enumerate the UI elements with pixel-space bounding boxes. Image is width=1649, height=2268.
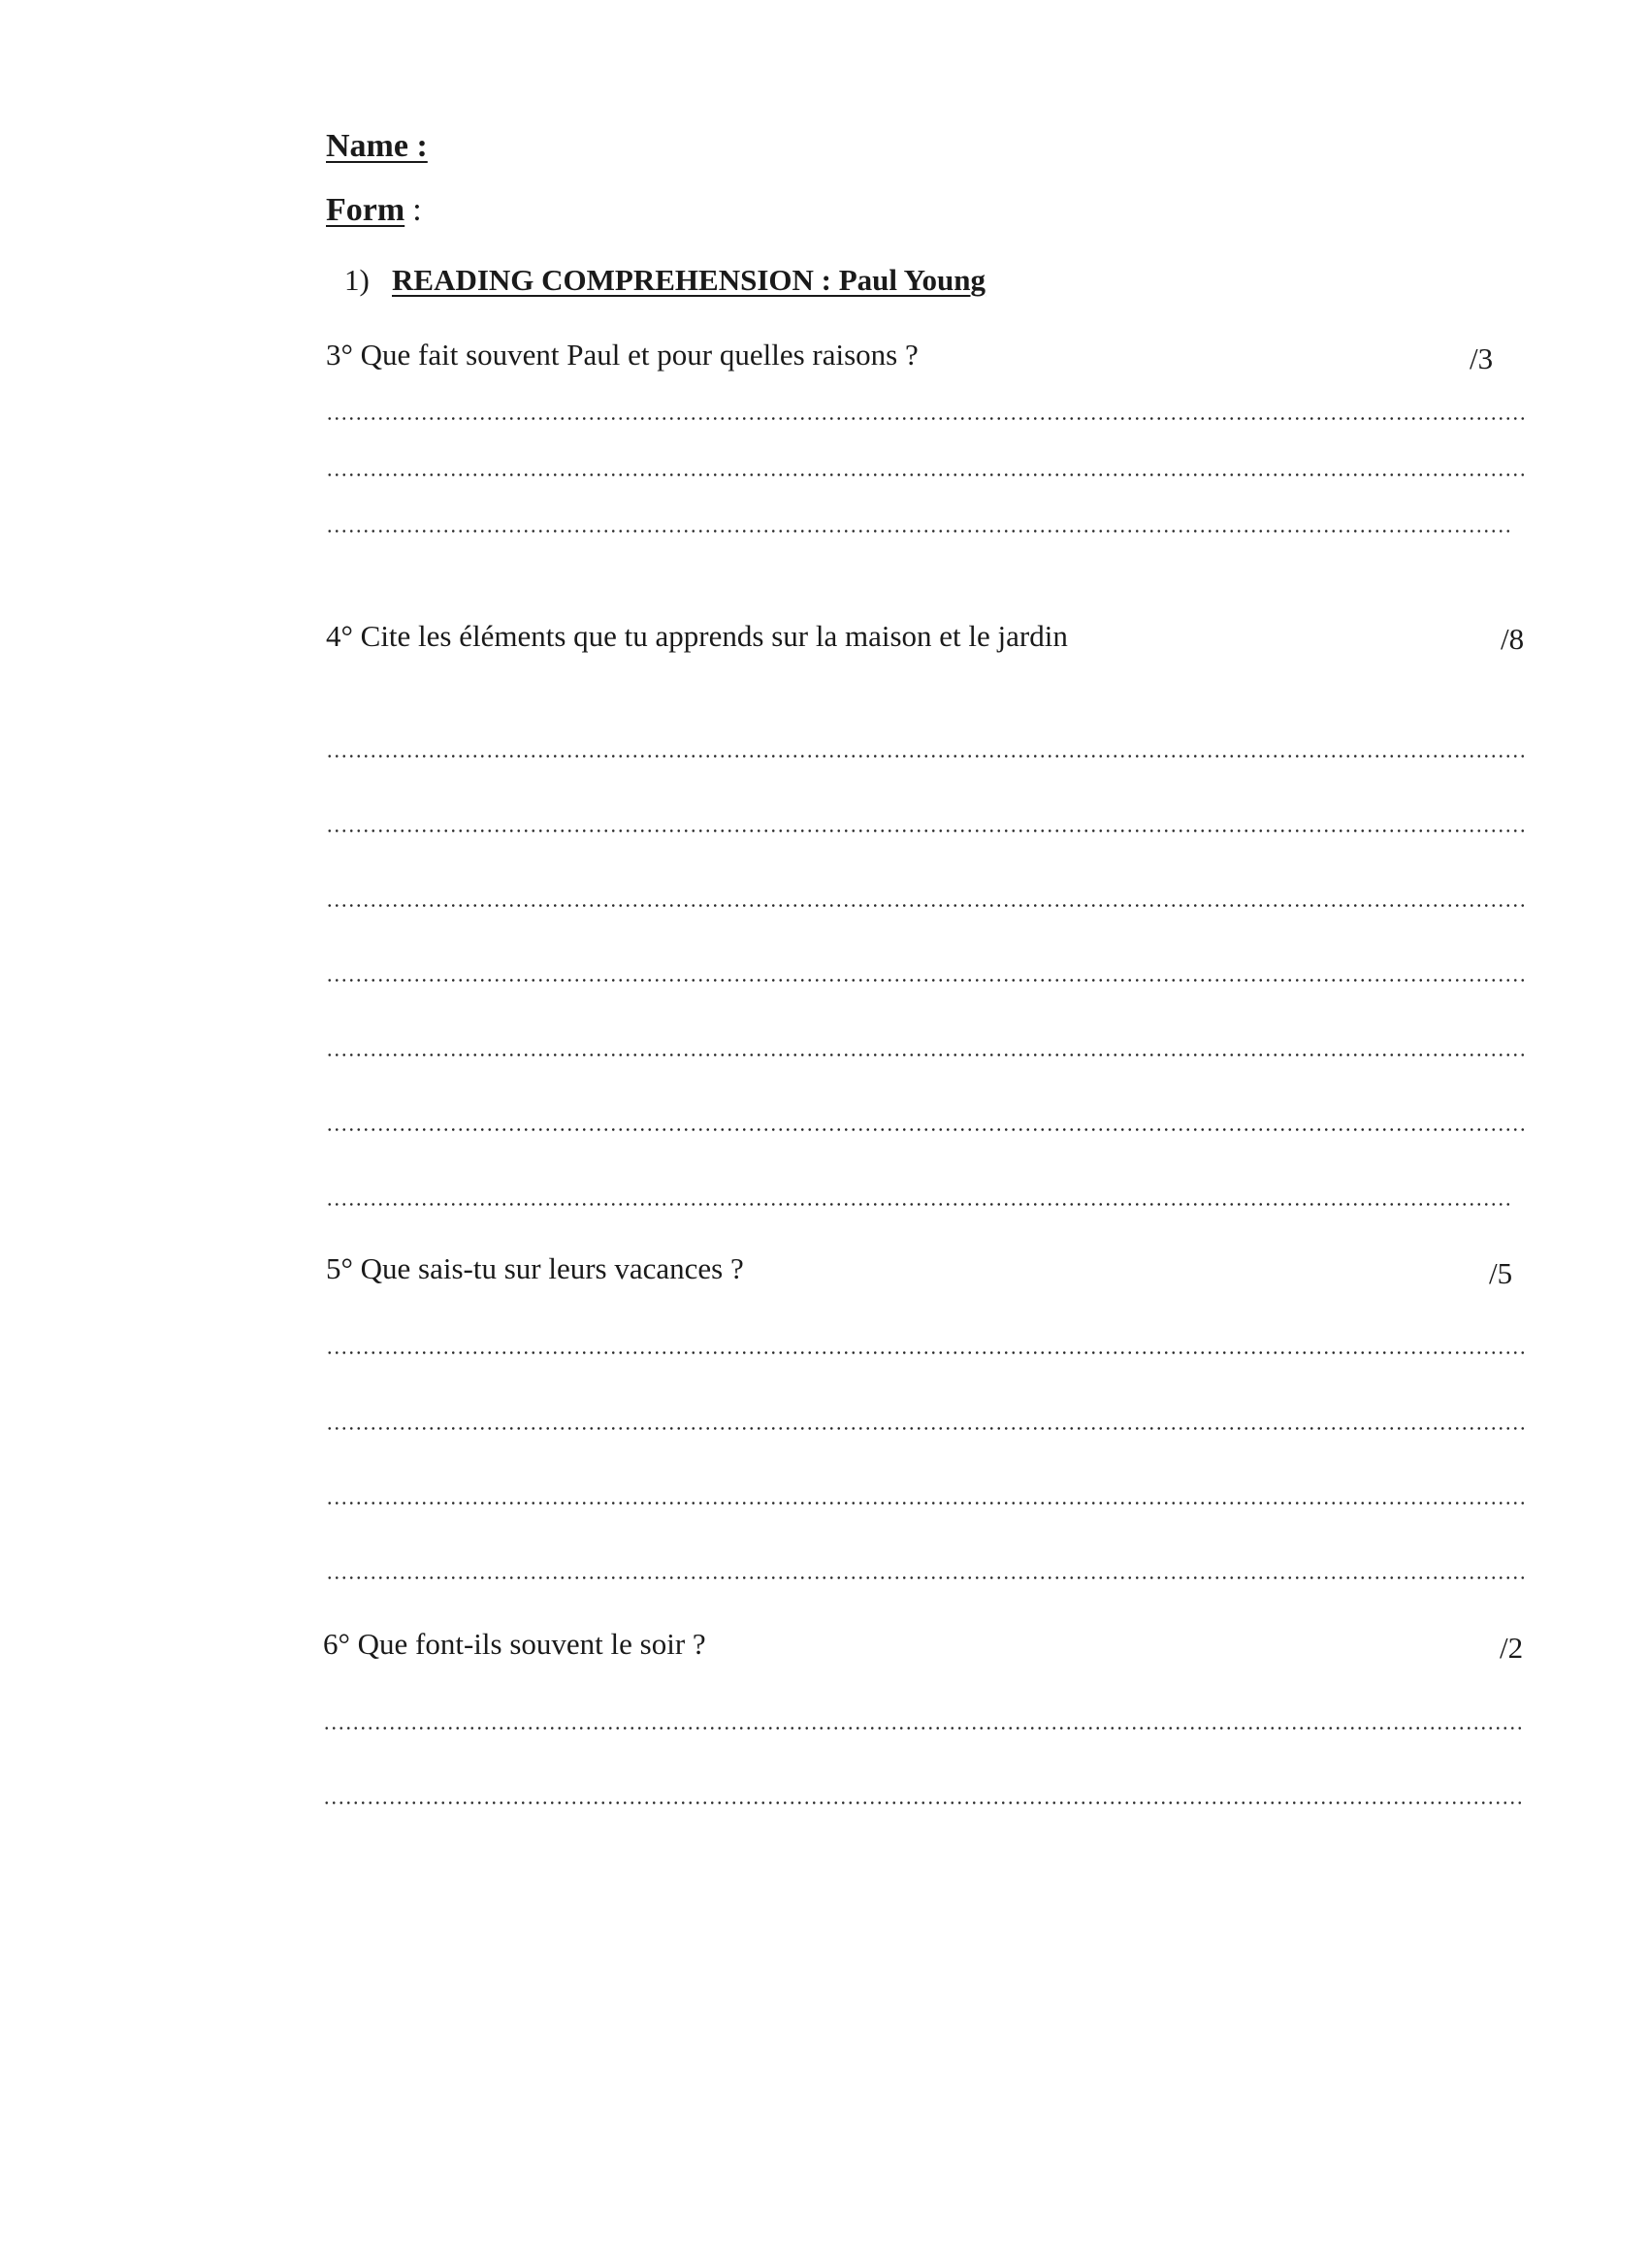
answer-line — [326, 829, 1527, 832]
answer-line — [326, 1427, 1527, 1430]
question-4-score: /8 — [1501, 622, 1525, 656]
answer-line — [326, 1053, 1527, 1056]
form-label: Form — [326, 192, 405, 228]
answer-line — [326, 904, 1527, 907]
question-3-score: /3 — [1470, 341, 1494, 375]
name-label: Name : — [326, 128, 428, 164]
form-colon: : — [412, 192, 422, 228]
answer-line — [326, 755, 1527, 758]
question-5-score: /5 — [1489, 1256, 1513, 1290]
form-line — [326, 192, 422, 229]
answer-line — [326, 1351, 1527, 1354]
answer-line — [326, 473, 1527, 476]
question-3: 3° Que fait souvent Paul et pour quelles raisons ? — [326, 338, 919, 372]
answer-line — [326, 1203, 1511, 1206]
question-5: 5° Que sais-tu sur leurs vacances ? — [326, 1251, 744, 1285]
answer-line — [326, 1576, 1527, 1579]
answer-line — [323, 1727, 1524, 1730]
answer-line — [323, 1801, 1524, 1804]
answer-line — [326, 979, 1527, 982]
question-4: 4° Cite les éléments que tu apprends sur la maison et le jardin — [326, 619, 1068, 653]
answer-line — [326, 530, 1511, 533]
answer-line — [326, 417, 1527, 420]
answer-line — [326, 1128, 1527, 1131]
answer-line — [326, 1502, 1527, 1505]
section-title: READING COMPREHENSION : Paul Young — [392, 263, 986, 297]
question-6-score: /2 — [1500, 1631, 1524, 1665]
section-number: 1) — [344, 263, 370, 297]
question-6: 6° Que font-ils souvent le soir ? — [323, 1627, 706, 1661]
